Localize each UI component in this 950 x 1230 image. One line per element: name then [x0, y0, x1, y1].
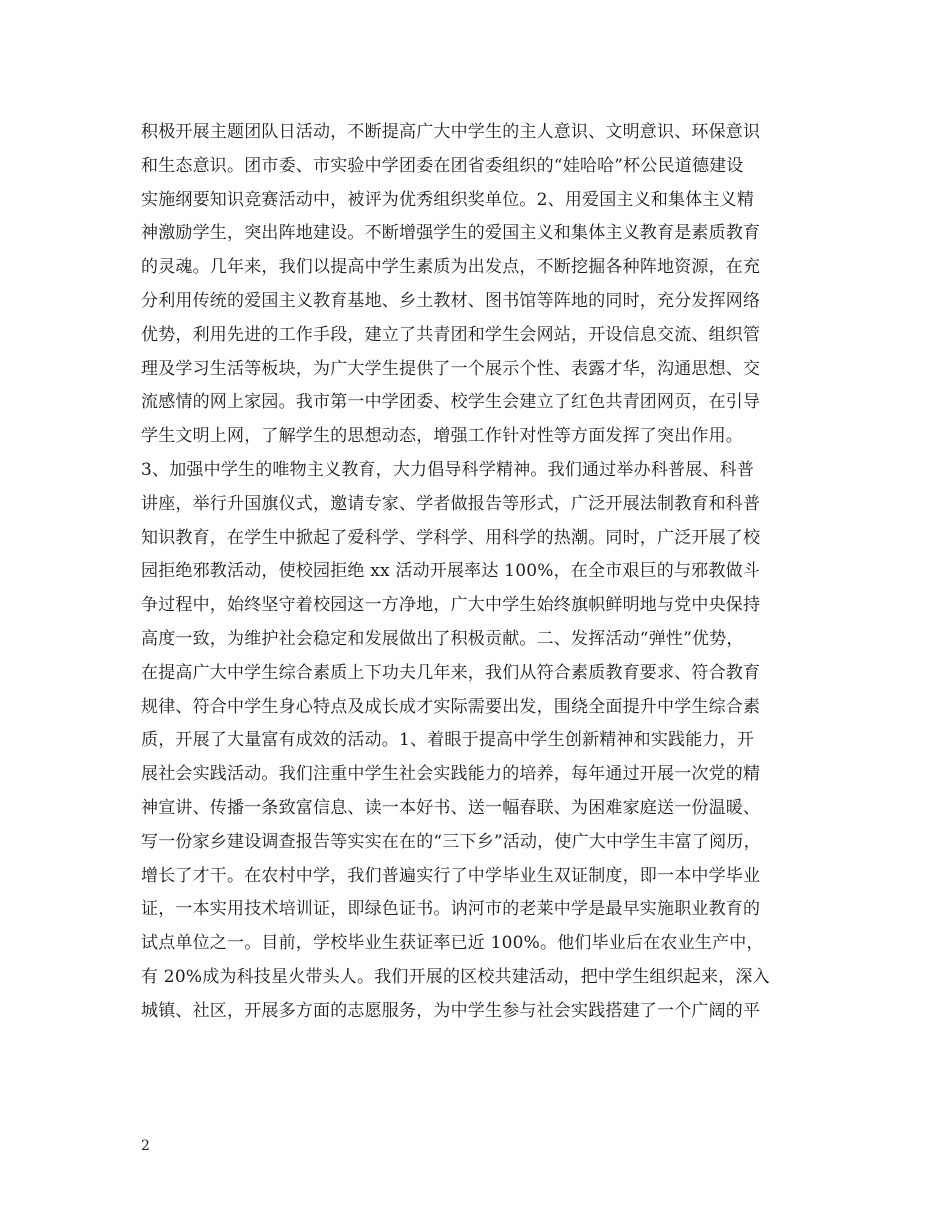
text-line: 有 20%成为科技星火带头人。我们开展的区校共建活动，把中学生组织起来，深入	[141, 966, 770, 987]
text-line: 知识教育，在学生中掀起了爱科学、学科学、用科学的热潮。同时，广泛开展了校	[141, 527, 761, 548]
text-line: 质，开展了大量富有成效的活动。1、着眼于提高中学生创新精神和实践能力，开	[141, 730, 755, 751]
text-line: 试点单位之一。目前，学校毕业生获证率已近 100%。他们毕业后在农业生产中，	[141, 933, 764, 954]
text-line: 在提高广大中学生综合素质上下功夫几年来，我们从符合素质教育要求、符合教育	[141, 662, 761, 683]
text-line: 实施纲要知识竞赛活动中，被评为优秀组织奖单位。2、用爱国主义和集体主义精	[141, 189, 755, 210]
text-line: 3、加强中学生的唯物主义教育，大力倡导科学精神。我们通过举办科普展、科普	[141, 459, 755, 480]
page-number: 2	[141, 1138, 150, 1154]
text-line: 争过程中，始终坚守着校园这一方净地，广大中学生始终旗帜鲜明地与党中央保持	[141, 595, 761, 616]
text-line: 展社会实践活动。我们注重中学生社会实践能力的培养，每年通过开展一次党的精	[141, 764, 761, 785]
text-line: 证，一本实用技术培训证，即绿色证书。讷河市的老莱中学是最早实施职业教育的	[141, 899, 761, 920]
text-line: 流感情的网上家园。我市第一中学团委、校学生会建立了红色共青团网页，在引导	[141, 392, 761, 413]
text-line: 神宣讲、传播一条致富信息、读一本好书、送一幅春联、为困难家庭送一份温暖、	[141, 797, 761, 818]
text-line: 规律、符合中学生身心特点及成长成才实际需要出发，围绕全面提升中学生综合素	[141, 696, 761, 717]
text-line: 理及学习生活等板块，为广大学生提供了一个展示个性、表露才华，沟通思想、交	[141, 358, 761, 379]
text-line: 城镇、社区，开展多方面的志愿服务，为中学生参与社会实践搭建了一个广阔的平	[141, 1000, 761, 1021]
text-line: 的灵魂。几年来，我们以提高中学生素质为出发点，不断挖掘各种阵地资源，在充	[141, 257, 761, 278]
text-line: 优势，利用先进的工作手段，建立了共青团和学生会网站，开设信息交流、组织管	[141, 324, 761, 345]
text-line: 积极开展主题团队日活动，不断提高广大中学生的主人意识、文明意识、环保意识	[141, 122, 761, 142]
text-line: 和生态意识。团市委、市实验中学团委在团省委组织的“娃哈哈”杯公民道德建设	[141, 155, 744, 176]
text-line: 讲座，举行升国旗仪式，邀请专家、学者做报告等形式，广泛开展法制教育和科普	[141, 493, 761, 514]
text-line: 分利用传统的爱国主义教育基地、乡土教材、图书馆等阵地的同时，充分发挥网络	[141, 290, 761, 311]
text-line: 高度一致，为维护社会稳定和发展做出了积极贡献。二、发挥活动“弹性”优势，	[141, 628, 744, 649]
text-line: 园拒绝邪教活动，使校园拒绝 xx 活动开展率达 100%，在全市艰巨的与邪教做斗	[141, 561, 760, 582]
body-text	[141, 116, 821, 1029]
text-line: 神激励学生，突出阵地建设。不断增强学生的爱国主义和集体主义教育是素质教育	[141, 223, 761, 244]
text-line: 写一份家乡建设调查报告等实实在在的“三下乡”活动，使广大中学生丰富了阅历，	[141, 831, 761, 852]
text-line: 学生文明上网，了解学生的思想动态，增强工作针对性等方面发挥了突出作用。	[141, 426, 743, 447]
text-line: 增长了才干。在农村中学，我们普遍实行了中学毕业生双证制度，即一本中学毕业	[141, 865, 761, 886]
